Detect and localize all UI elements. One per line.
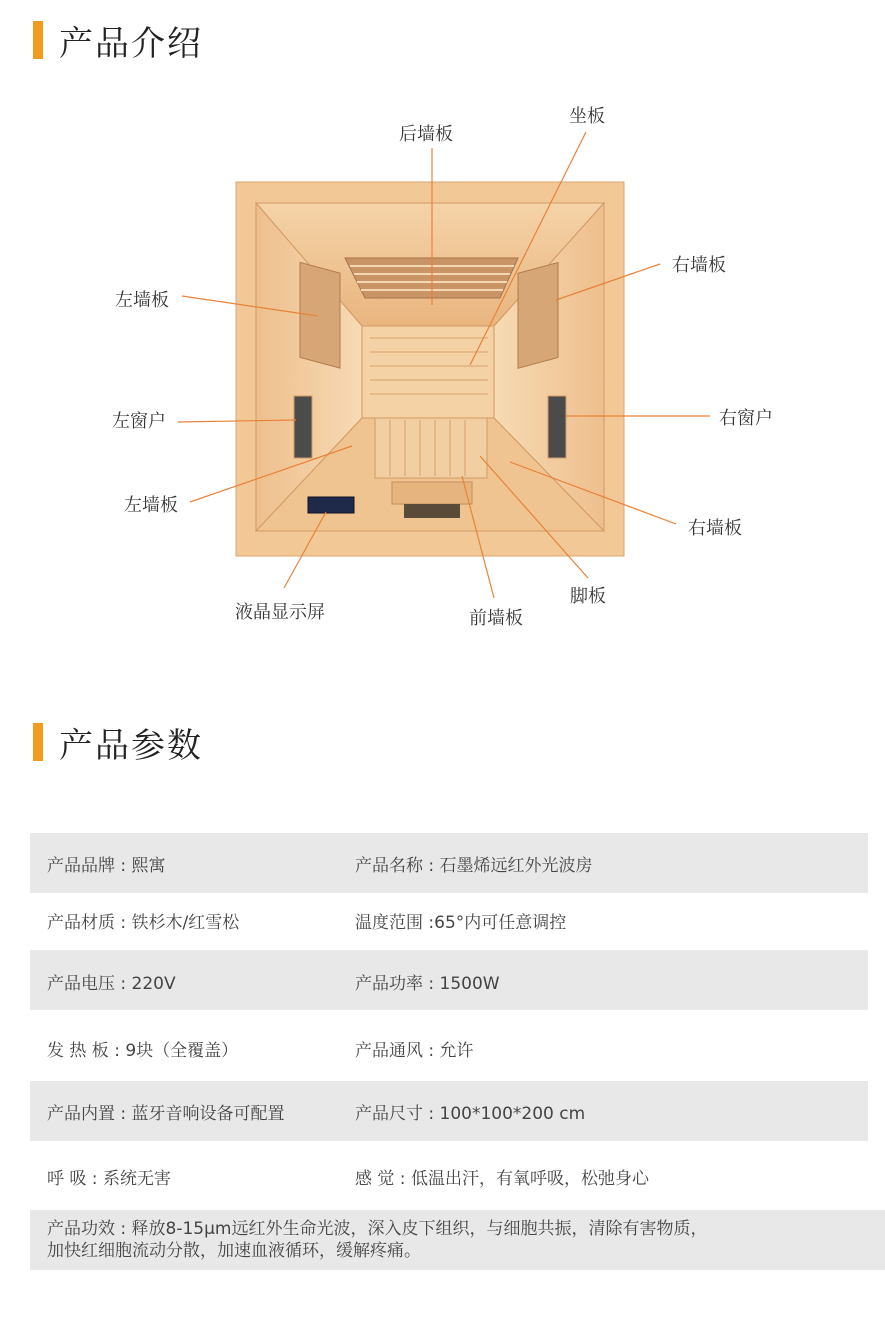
intro-section-header — [33, 20, 203, 64]
label-right-wall-top: 右墙板 — [672, 255, 726, 276]
param-cell: 产品功率 : 1500W — [355, 974, 500, 994]
params-section-header — [33, 722, 203, 766]
label-left-wall-bottom: 左墙板 — [124, 495, 178, 516]
param-cell: 产品电压 : 220V — [47, 974, 176, 994]
table-row — [30, 833, 868, 893]
table-row — [30, 1141, 868, 1210]
params-table — [30, 833, 868, 1270]
params-section-title: 产品参数 — [59, 725, 203, 766]
label-right-window: 右窗户 — [719, 408, 773, 429]
label-foot-board: 脚板 — [570, 586, 606, 607]
label-left-window: 左窗户 — [112, 411, 166, 432]
table-row — [30, 1081, 868, 1141]
param-cell: 发 热 板 : 9块（全覆盖） — [47, 1041, 239, 1061]
param-cell: 呼 吸 : 系统无害 — [47, 1169, 171, 1189]
label-front-wall: 前墙板 — [469, 608, 523, 629]
param-cell: 产品材质 : 铁杉木/红雪松 — [47, 913, 240, 933]
sauna-illustration — [0, 90, 885, 650]
label-back-wall: 后墙板 — [399, 124, 453, 145]
table-row — [30, 950, 868, 1010]
intro-section-title: 产品介绍 — [59, 23, 203, 64]
label-seat: 坐板 — [569, 106, 605, 127]
lcd-screen-icon — [308, 497, 354, 513]
section-accent-bar — [33, 723, 43, 761]
param-cell: 产品内置 : 蓝牙音响设备可配置 — [47, 1104, 285, 1124]
sauna-diagram — [0, 90, 885, 650]
table-row — [30, 1010, 868, 1081]
param-cell: 产品通风 : 允许 — [355, 1041, 474, 1061]
section-accent-bar — [33, 21, 43, 59]
param-cell: 温度范围 :65°内可任意调控 — [355, 913, 567, 933]
param-cell: 产品品牌 : 熙寓 — [47, 856, 166, 876]
label-right-wall-bottom: 右墙板 — [688, 518, 742, 539]
param-cell: 产品名称 : 石墨烯远红外光波房 — [355, 856, 593, 876]
effect-text-line-2: 加快红细胞流动分散，加速血液循环，缓解疼痛。 — [47, 1241, 421, 1261]
table-row — [30, 893, 868, 950]
label-lcd: 液晶显示屏 — [235, 602, 325, 623]
param-cell: 产品尺寸 : 100*100*200 cm — [355, 1104, 586, 1124]
param-cell: 感 觉 : 低温出汗，有氧呼吸，松弛身心 — [355, 1169, 649, 1189]
effect-row — [30, 1210, 885, 1270]
label-left-wall-top: 左墙板 — [115, 290, 169, 311]
effect-text-line-1: 产品功效 : 释放8-15μm远红外生命光波，深入皮下组织，与细胞共振，清除有害物质， — [47, 1219, 708, 1239]
